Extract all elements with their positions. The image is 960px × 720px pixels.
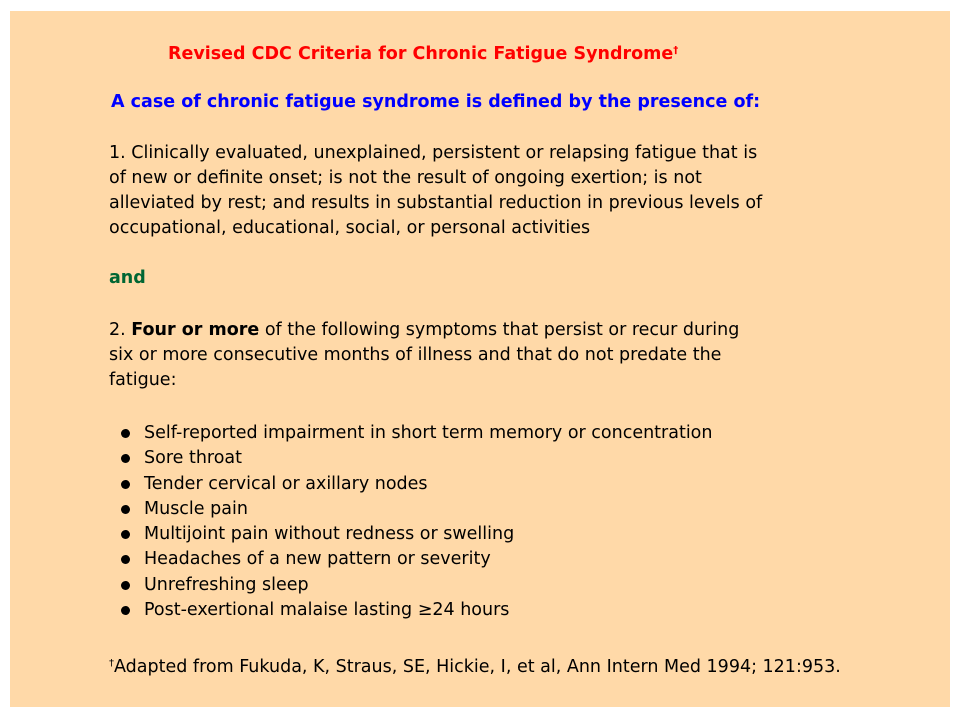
symptom-item (118, 497, 713, 522)
symptom-list (118, 421, 713, 623)
bullet-icon (121, 530, 130, 539)
criterion-1: 1. Clinically evaluated, unexplained, persistent or relapsing fatigue that is of new or definite onset; is not the result of ongoing exertion; is not alleviated by rest; and results in substantial reduction in previous levels of occupational, educational, social, or personal activities (109, 143, 763, 238)
symptom-text: Sore throat (144, 448, 243, 469)
symptom-text: Post-exertional malaise lasting ≥24 hours (144, 600, 510, 621)
bullet-icon (121, 581, 130, 590)
citation-footnote (109, 651, 841, 680)
symptom-text: Self-reported impairment in short term memory or concentration (144, 423, 713, 443)
bullet-icon (121, 454, 130, 463)
symptom-text: Unrefreshing sleep (144, 574, 309, 595)
symptom-item (118, 421, 713, 446)
symptom-item (118, 522, 713, 547)
title-footnote-marker: † (673, 45, 679, 56)
symptom-item (118, 472, 713, 497)
footnote-text: Adapted from Fukuda, K, Straus, SE, Hickie, I, et al, Ann Intern Med 1994; 121:953. (114, 657, 841, 677)
symptom-text: Multijoint pain without redness or swelling (144, 524, 515, 545)
bullet-icon (121, 480, 130, 489)
bullet-icon (121, 505, 130, 514)
slide-title-text: Revised CDC Criteria for Chronic Fatigue Syndrome (168, 44, 674, 64)
symptom-text: Headaches of a new pattern or severity (144, 549, 491, 570)
criterion-2 (109, 318, 759, 393)
and-connector: and (109, 268, 146, 288)
footnote-marker: † (109, 658, 114, 669)
bullet-icon (121, 429, 130, 438)
criterion-2-number: 2. (109, 320, 126, 340)
criterion-2-emphasis: Four or more (131, 320, 260, 340)
symptom-item (118, 446, 713, 471)
slide-title (168, 38, 678, 67)
symptom-text: Tender cervical or axillary nodes (144, 473, 428, 494)
definition-intro: A case of chronic fatigue syndrome is defined by the presence of: (111, 92, 761, 112)
symptom-item (118, 598, 713, 623)
bullet-icon (121, 555, 130, 564)
symptom-text: Muscle pain (144, 498, 248, 519)
bullet-icon (121, 606, 130, 615)
symptom-item (118, 547, 713, 572)
symptom-item (118, 573, 713, 598)
criterion-2-text: of the following symptoms that persist or recur during six or more consecutive months of illness and that do not predate the fatigue: (109, 320, 740, 390)
